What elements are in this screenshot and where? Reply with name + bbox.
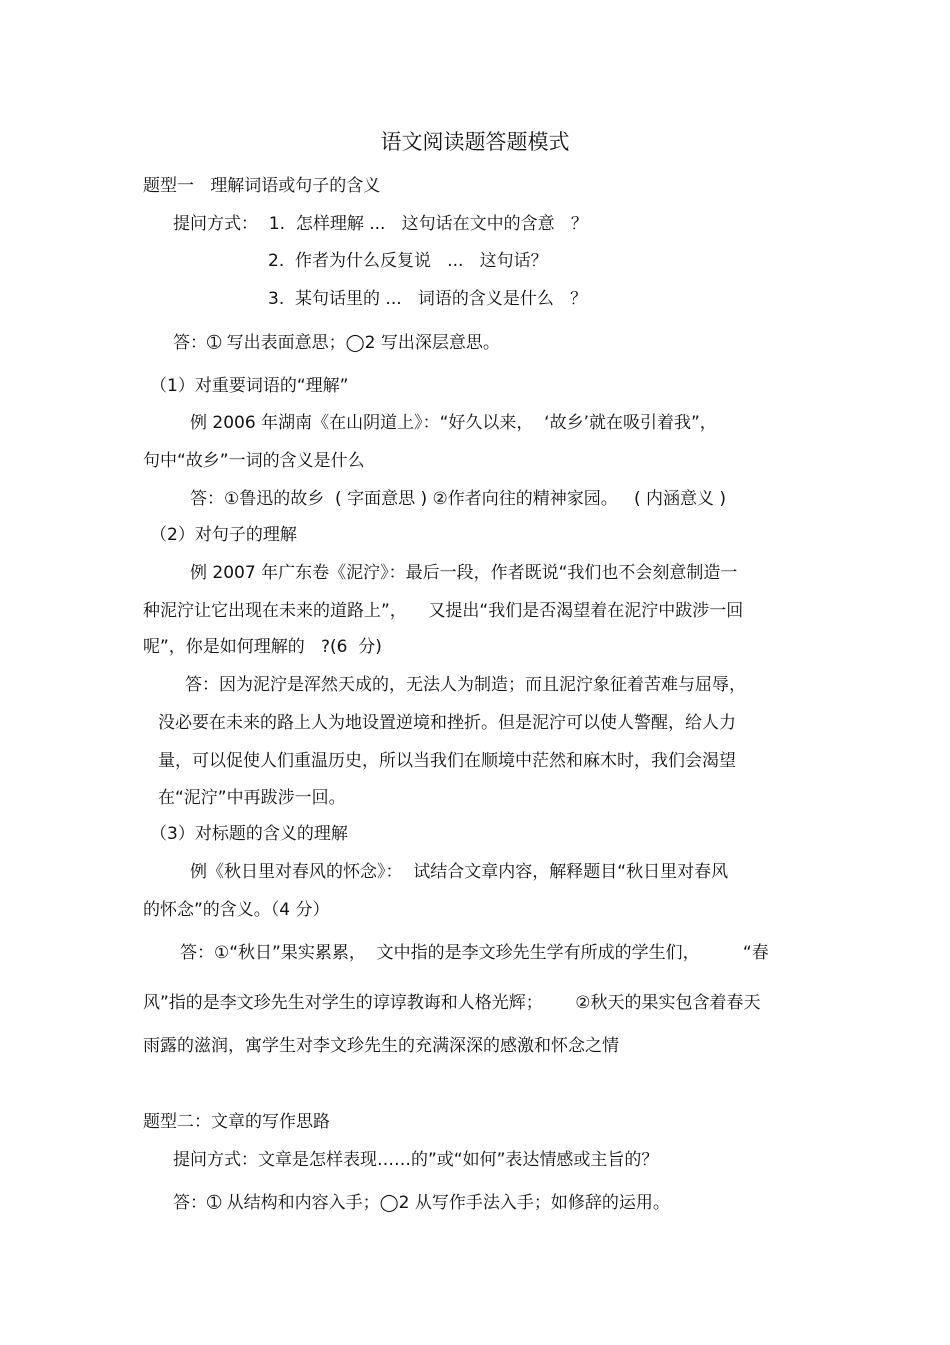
part2-answer-line2: 没必要在未来的路上人为地设置逆境和挫折。但是泥泞可以使人警醒，给人力 — [158, 713, 736, 733]
part3-answer-line1: 答：①“秋日”果实累累， 文中指的是李文珍先生学有所成的学生们， “春 — [180, 943, 769, 963]
page-title: 语文阅读题答题模式 — [380, 130, 570, 154]
section2-answer: 答：➀ 从结构和内容入手；◯2 从写作手法入手；如修辞的运用。 — [173, 1193, 670, 1213]
part2-example-line3: 呢”，你是如何理解的 ?(6 分) — [143, 637, 382, 657]
section1-ask-2: 2. 作者为什么反复说 ... 这句话？ — [268, 251, 548, 271]
part2-example-line1: 例 2007 年广东卷《泥泞》：最后一段，作者既说“我们也不会刻意制造一 — [190, 563, 738, 583]
part1-example-line2: 句中“故乡”一词的含义是什么 — [143, 451, 365, 471]
part3-answer-line3: 雨露的滋润，寓学生对李文珍先生的充满深深的感激和怀念之情 — [143, 1036, 619, 1056]
part1-example-line1: 例 2006 年湖南《在山阴道上》：“好久以来， ‘故乡’就在吸引着我”， — [190, 413, 717, 433]
part3-answer-line2: 风”指的是李文珍先生对学生的谆谆教诲和人格光辉； ②秋天的果实包含着春天 — [143, 993, 761, 1013]
section1-heading: 题型一 理解词语或句子的含义 — [143, 176, 381, 196]
section2-heading: 题型二：文章的写作思路 — [143, 1112, 330, 1132]
part2-answer-line3: 量，可以促使人们重温历史，所以当我们在顺境中茫然和麻木时，我们会渴望 — [158, 751, 736, 771]
section1-ask-1: 提问方式： 1. 怎样理解 ... 这句话在文中的含意 ？ — [173, 214, 588, 234]
part2-example-line2: 种泥泞让它出现在未来的道路上”， 又提出“我们是否渴望着在泥泞中跋涉一回 — [143, 601, 744, 621]
part1-heading: （1）对重要词语的“理解” — [150, 376, 349, 396]
part2-answer-line1: 答：因为泥泞是浑然天成的，无法人为制造；而且泥泞象征着苦难与屈辱， — [185, 675, 746, 695]
part3-heading: （3）对标题的含义的理解 — [150, 824, 348, 844]
part1-answer: 答：①鲁迅的故乡 ( 字面意思 ) ②作者向往的精神家园。 ( 内涵意义 ) — [190, 489, 727, 509]
part2-answer-line4: 在“泥泞”中再跋涉一回。 — [158, 788, 346, 808]
part3-example-line1: 例《秋日里对春风的怀念》： 试结合文章内容，解释题目“秋日里对春风 — [190, 862, 729, 882]
section1-ask-3: 3. 某句话里的 ... 词语的含义是什么 ？ — [268, 289, 588, 309]
part3-example-line2: 的怀念”的含义。（4 分） — [143, 900, 330, 920]
section2-ask: 提问方式：文章是怎样表现……的”或“如何”表达情感或主旨的？ — [173, 1150, 659, 1170]
section1-answer: 答：➀ 写出表面意思；◯2 写出深层意思。 — [173, 333, 500, 353]
part2-heading: （2）对句子的理解 — [150, 525, 297, 545]
